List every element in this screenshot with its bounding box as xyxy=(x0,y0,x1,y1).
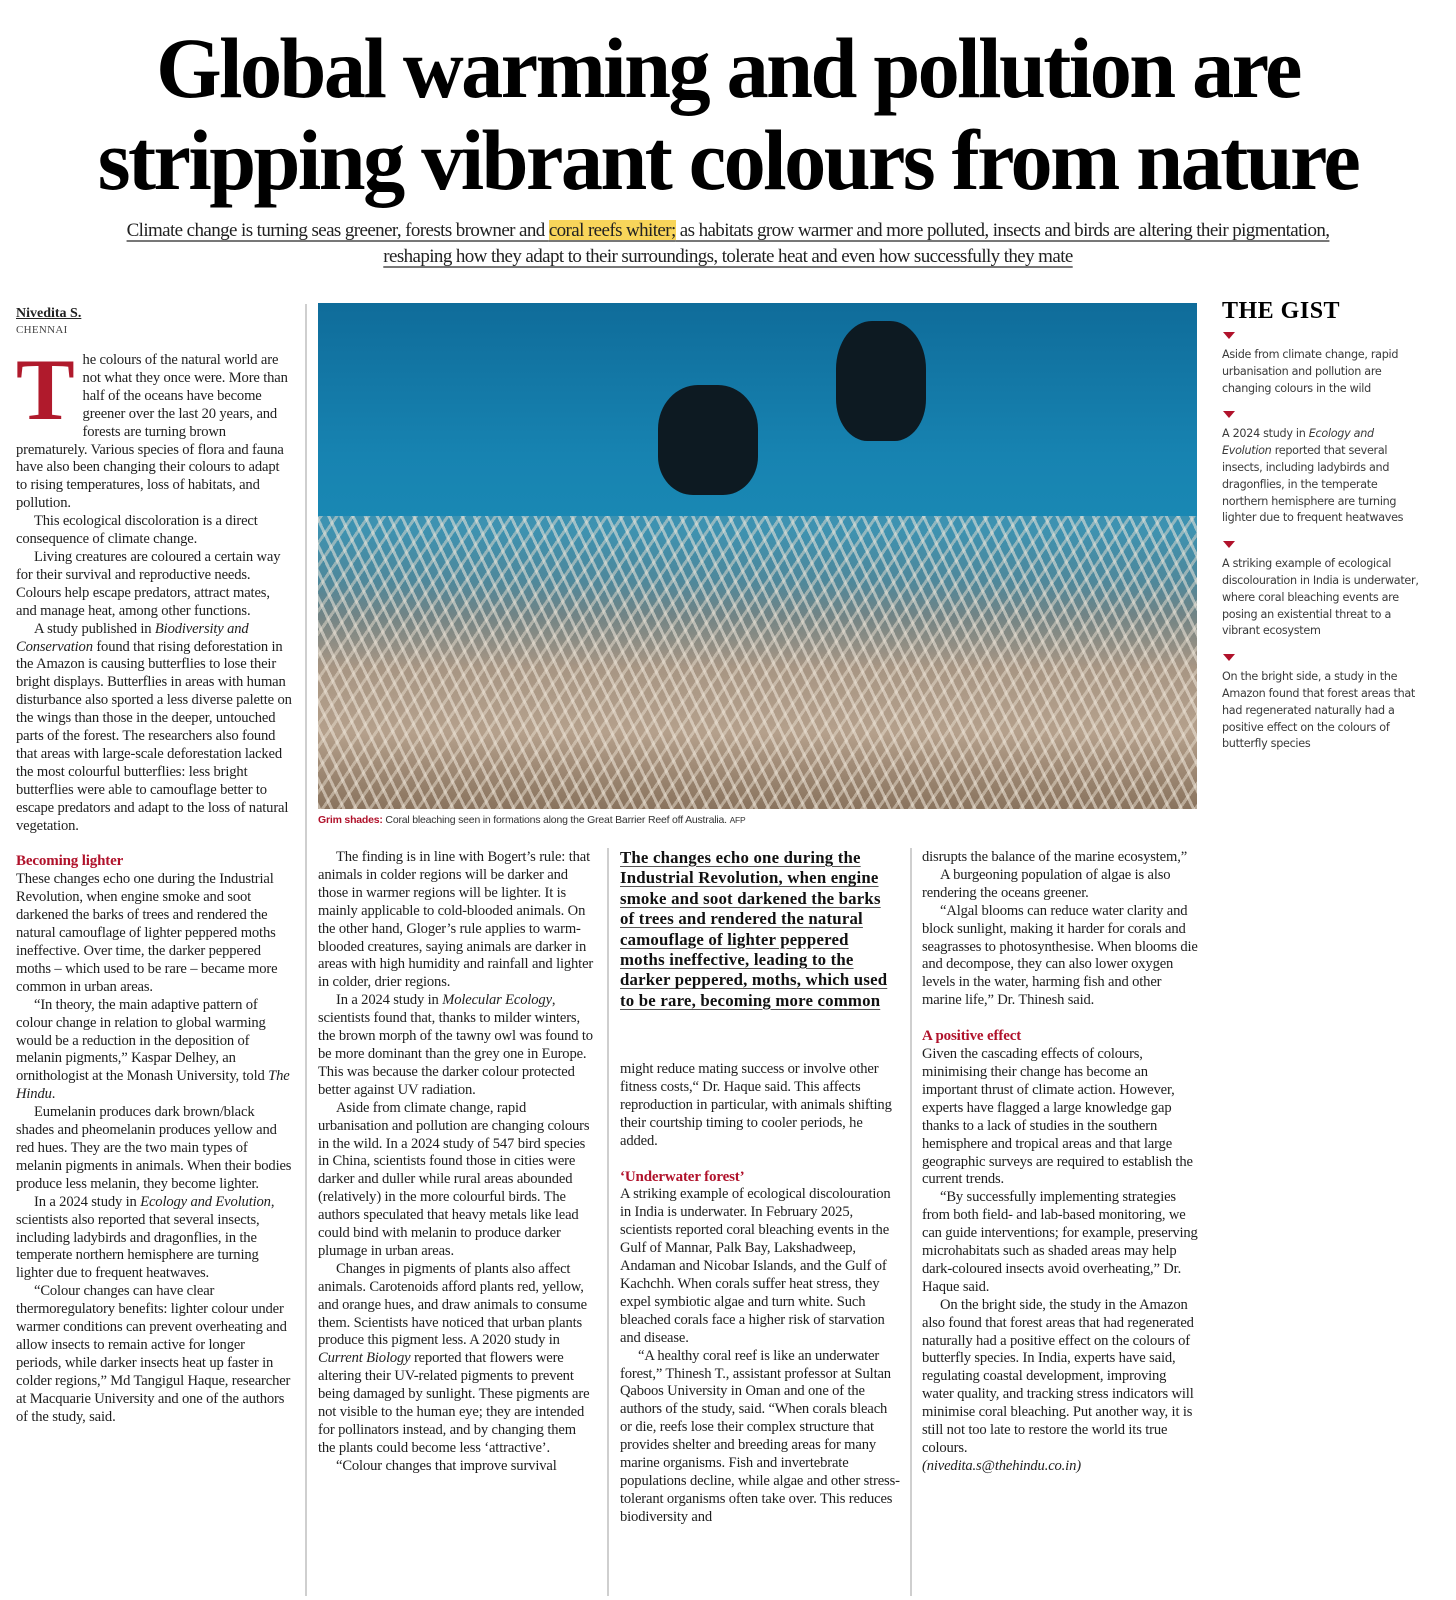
standfirst xyxy=(14,218,1442,270)
article-column-2 xyxy=(318,849,596,1476)
author-name[interactable]: Nivedita S. xyxy=(16,306,82,321)
pull-quote xyxy=(620,848,894,1011)
text: In a 2024 study in xyxy=(336,992,443,1009)
standfirst-text: as habitats grow warmer and more polluted, insects and birds are altering their pigmentation, xyxy=(675,220,1330,241)
triangle-down-icon xyxy=(1223,332,1235,339)
text: Changes in pigments of plants also affect animals. Carotenoids afford plants red, yellow, and orange hues, and draw animals to consume them. Scientists have noticed that urban plants produce this pigment less. A 2020 study in xyxy=(318,1260,587,1349)
standfirst-text: Climate change is turning seas greener, forests browner and xyxy=(126,220,549,241)
paragraph: Living creatures are coloured a certain way for their survival and reproductive needs. Colours help escape predators, attract mates, and manage heat, among other functions. xyxy=(16,548,281,619)
headline xyxy=(15,22,1442,206)
paragraph xyxy=(16,1194,292,1284)
dateline-place: CHENNAI xyxy=(16,324,68,336)
paragraph: “Colour changes that improve survival xyxy=(336,1457,557,1474)
text: reported that flowers were altering their UV-related pigments to prevent being damaged by sunlight. These pigments are not visible to the human eye; they are intended for pollinators instead, and by changing them the plants could become less ‘attractive’. xyxy=(318,1350,590,1456)
byline xyxy=(16,306,81,336)
text: , scientists also reported that several insects, including ladybirds and dragonflies, in the temperate northern hemisphere are turning lighter due to frequent heatwaves. xyxy=(16,1193,275,1282)
triangle-down-icon xyxy=(1223,411,1235,418)
paragraph: The finding is in line with Bogert’s rule: that animals in colder regions will be darker and those in warmer regions will be lighter. It is mainly applicable to cold-blooded animals. On the other hand, Gloger’s rule applies to warm-blooded creatures, saying animals are darker in areas with high humidity and rainfall and lighter in colder, drier regions. xyxy=(318,849,594,991)
paragraph: Aside from climate change, rapid urbanisation and pollution are changing colours in the wild. In a 2024 study of 547 bird species in China, scientists found those in cities were darker and duller while rural areas abounded (relatively) in the more colourful birds. The authors speculated that heavy metals like lead could bind with melanin to produce darker plumage in urban areas. xyxy=(318,1099,590,1259)
the-gist-sidebar xyxy=(1222,298,1422,767)
journal-name: Ecology and Evolution xyxy=(140,1193,271,1210)
paragraph: “By successfully implementing strategies from both field- and lab-based monitoring, we can guide interventions; for example, preserving microhabitats such as shaded areas may help dark-coloured insects avoid overheating,” Dr. Haque said. xyxy=(922,1189,1198,1295)
caption-label: Grim shades: xyxy=(318,814,383,826)
paragraph: “Algal blooms can reduce water clarity and block sunlight, making it harder for corals and seagrasses to photosynthesise. When blooms die and decompose, they can also lower oxygen levels in the water, harming fish and other marine life,” Dr. Thinesh said. xyxy=(922,902,1198,1009)
paragraph: he colours of the natural world are not what they once were. More than half of the oceans have become greener over the last 20 years, and forests are turning brown prematurely. Various species of flora and fauna have also been changing their colours to adapt to rising temperatures, loss of habitats, and pollution. xyxy=(16,352,288,512)
gist-item: Aside from climate change, rapid urbanisation and pollution are changing colours in the wild xyxy=(1222,348,1399,395)
subheading: ‘Underwater forest’ xyxy=(620,1168,745,1185)
paragraph xyxy=(16,621,292,836)
article-column-4 xyxy=(922,849,1200,1476)
author-email[interactable] xyxy=(922,1458,1200,1476)
paragraph: “A healthy coral reef is like an underwater forest,” Thinesh T., assistant professor at Sultan Qaboos University in Oman and one of the authors of the study, said. “When corals bleach or die, reefs lose their complex structure that provides shelter and breeding areas for many marine organisms. Fish and invertebrate populations decline, while algae and other stress-tolerant organisms often take over. This reduces biodiversity and xyxy=(620,1347,900,1525)
standfirst-highlight: coral reefs whiter; xyxy=(548,220,676,241)
paragraph: “Colour changes can have clear thermoregulatory benefits: lighter colour under warmer conditions can prevent overheating and allow insects to remain active for longer periods, while darker insects heat up faster in colder regions,” Md Tangigul Haque, researcher at Macquarie University and one of the authors of the study, said. xyxy=(16,1283,291,1425)
bleached-coral xyxy=(318,516,1197,809)
paragraph: These changes echo one during the Industrial Revolution, when engine smoke and soot darkened the barks of trees and rendered the natural camouflage of lighter peppered moths ineffective. Over time, the darker peppered moths – which used to be rare – became more common in urban areas. xyxy=(16,871,278,995)
gist-item: On the bright side, a study in the Amazon found that forest areas that had regenerated naturally had a positive effect on the colours of butterfly species xyxy=(1222,670,1416,751)
standfirst-line-1 xyxy=(127,220,1330,241)
triangle-down-icon xyxy=(1223,541,1235,548)
drop-cap: T xyxy=(16,342,75,439)
diver-figure xyxy=(836,321,926,441)
text: found that rising deforestation in the Amazon is causing butterflies to lose their bright displays. Butterflies in areas with human disturbance also sported a less diverse palette on the wings than those in the deeper, untouched parts of the forest. The researchers also found that areas with large-scale deforestation lacked the most colourful butterflies: less bright butterflies were able to camouflage better to escape predators and adapt to the loss of natural vegetation. xyxy=(16,638,292,834)
text: , scientists found that, thanks to milder winters, the brown morph of the tawny owl was found to be more dominant than the grey one in Europe. This was because the darker colour protected better against UV radiation. xyxy=(318,992,593,1098)
text: A study published in xyxy=(34,620,155,637)
paragraph: might reduce mating success or involve other fitness costs,“ Dr. Haque said. This affects reproduction in particular, with animals shifting their courtship timing to cooler periods, he added. xyxy=(620,1061,892,1149)
gist-item xyxy=(1222,426,1422,527)
paragraph: disrupts the balance of the marine ecosystem,” xyxy=(922,849,1188,865)
headline-line-2: stripping vibrant colours from nature xyxy=(97,112,1359,208)
subheading: Becoming lighter xyxy=(16,853,124,870)
paragraph xyxy=(16,997,292,1104)
text: A 2024 study in xyxy=(1222,427,1309,441)
triangle-down-icon xyxy=(1223,654,1235,661)
email-link[interactable]: (nivedita.s@thehindu.co.in) xyxy=(922,1457,1081,1474)
standfirst-line-2: reshaping how they adapt to their surroundings, tolerate heat and even how successfully they mate xyxy=(383,246,1073,267)
paragraph: This ecological discoloration is a direct consequence of climate change. xyxy=(16,513,258,548)
journal-name: Current Biology xyxy=(318,1350,411,1367)
caption-text: Coral bleaching seen in formations along the Great Barrier Reef off Australia. xyxy=(382,814,730,826)
pull-quote-text: The changes echo one during the Industrial Revolution, when engine smoke and soot darkened the barks of trees and rendered the natural camouflage of lighter peppered moths ineffective, leading to the darker peppered, moths, which used to be rare, becoming more common xyxy=(620,848,888,1010)
column-divider xyxy=(910,848,912,1596)
paragraph: Eumelanin produces dark brown/black shades and pheomelanin produces yellow and red hues. They are the two main types of melanin pigments in animals. When their bodies produce less melanin, they become lighter. xyxy=(16,1104,292,1192)
text: reported that several insects, including ladybirds and dragonflies, in the temperate northern hemisphere are turning lighter due to frequent heatwaves xyxy=(1222,444,1404,525)
paragraph xyxy=(318,1261,596,1458)
subheading: A positive effect xyxy=(922,1028,1022,1045)
column-divider xyxy=(607,848,609,1596)
gist-title: THE GIST xyxy=(1222,298,1341,324)
journal-name: Molecular Ecology xyxy=(442,992,552,1009)
photo-caption xyxy=(318,814,746,826)
journal-name: Ecology and Evolution xyxy=(1222,427,1374,458)
paragraph: On the bright side, the study in the Amazon also found that forest areas that had regenerated naturally had a positive effect on the colours of butterfly species. In India, experts have said, regulating coastal development, improving water quality, and tracking stress indicators will minimise coral bleaching. Put another way, it is still not too late to restore the world its true colours. xyxy=(922,1296,1194,1456)
diver-figure xyxy=(658,385,758,495)
paragraph: Given the cascading effects of colours, minimising their change has become an important thrust of climate action. However, experts have flagged a large knowledge gap thanks to a lack of studies in the southern hemisphere and tropical areas and that large geographic surveys are required to establish the current trends. xyxy=(922,1046,1193,1188)
article-column-3 xyxy=(620,1061,900,1527)
headline-line-1: Global warming and pollution are xyxy=(156,20,1300,116)
publication-name: The Hindu xyxy=(16,1068,290,1103)
paragraph: A burgeoning population of algae is also rendering the oceans greener. xyxy=(922,866,1171,901)
paragraph xyxy=(318,992,596,1099)
photo-credit: AFP xyxy=(729,815,746,825)
text: . xyxy=(51,1086,56,1103)
coral-reef-photo xyxy=(318,303,1197,809)
journal-name: Biodiversity and Conservation xyxy=(16,620,249,655)
gist-item: A striking example of ecological discolouration in India is underwater, where coral bleaching events are posing an existential threat to a vibrant ecosystem xyxy=(1222,557,1419,638)
text: “In theory, the main adaptive pattern of colour change in relation to global warming would be a reduction in the deposition of melanin pigments,” Kaspar Delhey, an ornithologist at the Monash University, told xyxy=(16,996,269,1085)
paragraph: A striking example of ecological discolouration in India is underwater. In February 2025, scientists reported coral bleaching events in the Gulf of Mannar, Palk Bay, Lakshadweep, Andaman and Nicobar Islands, and the Gulf of Kachchh. When corals suffer heat stress, they expel symbiotic algae and turn white. Such bleached corals face a higher risk of starvation and disease. xyxy=(620,1186,891,1346)
text: In a 2024 study in xyxy=(34,1193,141,1210)
column-divider xyxy=(305,304,307,1596)
article-column-1 xyxy=(16,342,292,1426)
